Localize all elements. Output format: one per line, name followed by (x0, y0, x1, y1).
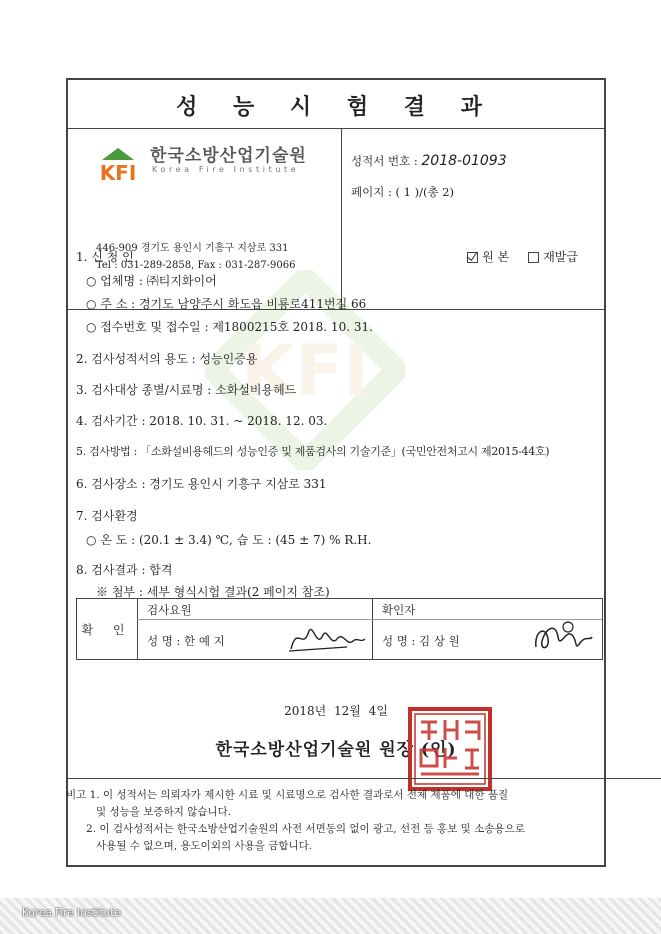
confirm-label: 확 인 (77, 599, 138, 659)
original-checkbox (467, 252, 478, 263)
svg-text:KFI: KFI (240, 330, 370, 412)
original-label: 원 본 (482, 250, 510, 264)
org-name-ko: 한국소방산업기술원 (150, 146, 307, 166)
report-info (351, 129, 604, 309)
logo-text: KFI (99, 161, 137, 183)
remark-1b: 및 성능을 보증하지 않습니다. (66, 806, 232, 818)
approver-cell (372, 599, 602, 659)
reissue-checkbox (528, 252, 539, 263)
org-name-en: Korea Fire Institute (152, 165, 300, 174)
inspector-name: 성 명 : 한 예 지 (147, 634, 225, 648)
approver-title: 확인자 (382, 603, 416, 617)
section-applicant: 1. 신 청 인 (76, 250, 134, 264)
approver-signature-icon (530, 617, 596, 655)
report-number (351, 153, 507, 169)
report-number-value: 2018-01093 (421, 153, 507, 169)
org-tel: Tel : 031-289-2858, Fax : 031-287-9066 (96, 260, 296, 271)
section-purpose: 2. 검사성적서의 용도 : 성능인증용 (76, 352, 258, 366)
institution-signature: 한국소방산업기술원 원장 (인) (215, 740, 457, 760)
report-number-label: 성적서 번호 : (351, 154, 418, 168)
applicant-address: ○ 주 소 : 경기도 남양주시 화도읍 비룡로411번길 66 (86, 297, 367, 311)
section-target: 3. 검사대상 종별/시료명 : 소화설비용헤드 (76, 383, 297, 397)
inspector-signature-icon (287, 621, 367, 655)
reissue-label: 재발급 (543, 250, 578, 264)
result-attachment: ※ 첨부 : 세부 형식시험 결과(2 페이지 참조) (96, 585, 330, 599)
remarks (66, 778, 661, 855)
section-environment: 7. 검사환경 (76, 509, 138, 523)
section-method: 5. 검사방법 : 「소화설비용헤드의 성능인증 및 제품검사의 기술기준」(국민안전처고시 제2015-44호) (76, 445, 550, 458)
confirmation-table (76, 598, 603, 660)
inspector-cell (137, 599, 373, 659)
environment-values: ○ 온 도 : (20.1 ± 3.4) ℃, 습 도 : (45 ± 7) % R.H. (86, 533, 372, 547)
certificate-frame (66, 78, 606, 867)
applicant-receipt: ○ 접수번호 및 접수일 : 제1800215호 2018. 10. 31. (86, 320, 373, 334)
inspector-title: 검사요원 (147, 603, 192, 617)
document-title: 성 능 시 험 결 과 (176, 94, 496, 120)
section-location: 6. 검사장소 : 경기도 용인시 기흥구 지삼로 331 (76, 477, 327, 491)
remark-2b: 사용될 수 없으며, 용도이외의 사용을 금합니다. (66, 840, 313, 852)
footer-text: Korea Fire Institute (22, 907, 121, 919)
applicant-company: ○ 업체명 : ㈜티지화이어 (86, 274, 217, 288)
section-result: 8. 검사결과 : 합격 (76, 563, 173, 577)
remark-2a: 2. 이 검사성적서는 한국소방산업기술원의 사전 서면동의 없이 광고, 선전 등 홍보 및 소송용으로 (66, 823, 525, 835)
copy-type (467, 248, 578, 265)
approver-name: 성 명 : 김 상 원 (382, 634, 460, 648)
issue-date: 2018년 12월 4일 (284, 704, 388, 718)
org-address: 446-909 경기도 용인시 기흥구 지삼로 331 (96, 243, 289, 254)
remark-1a: 비고 1. 이 성적서는 의뢰자가 제시한 시료 및 시료명으로 검사한 결과로서 전체 제품에 대한 품질 (66, 789, 509, 801)
security-footer (0, 898, 661, 934)
kfi-logo-icon (90, 147, 146, 183)
report-page: 페이지 : ( 1 )/(총 2) (351, 185, 455, 199)
section-period: 4. 검사기간 : 2018. 10. 31. ~ 2018. 12. 03. (76, 414, 328, 428)
